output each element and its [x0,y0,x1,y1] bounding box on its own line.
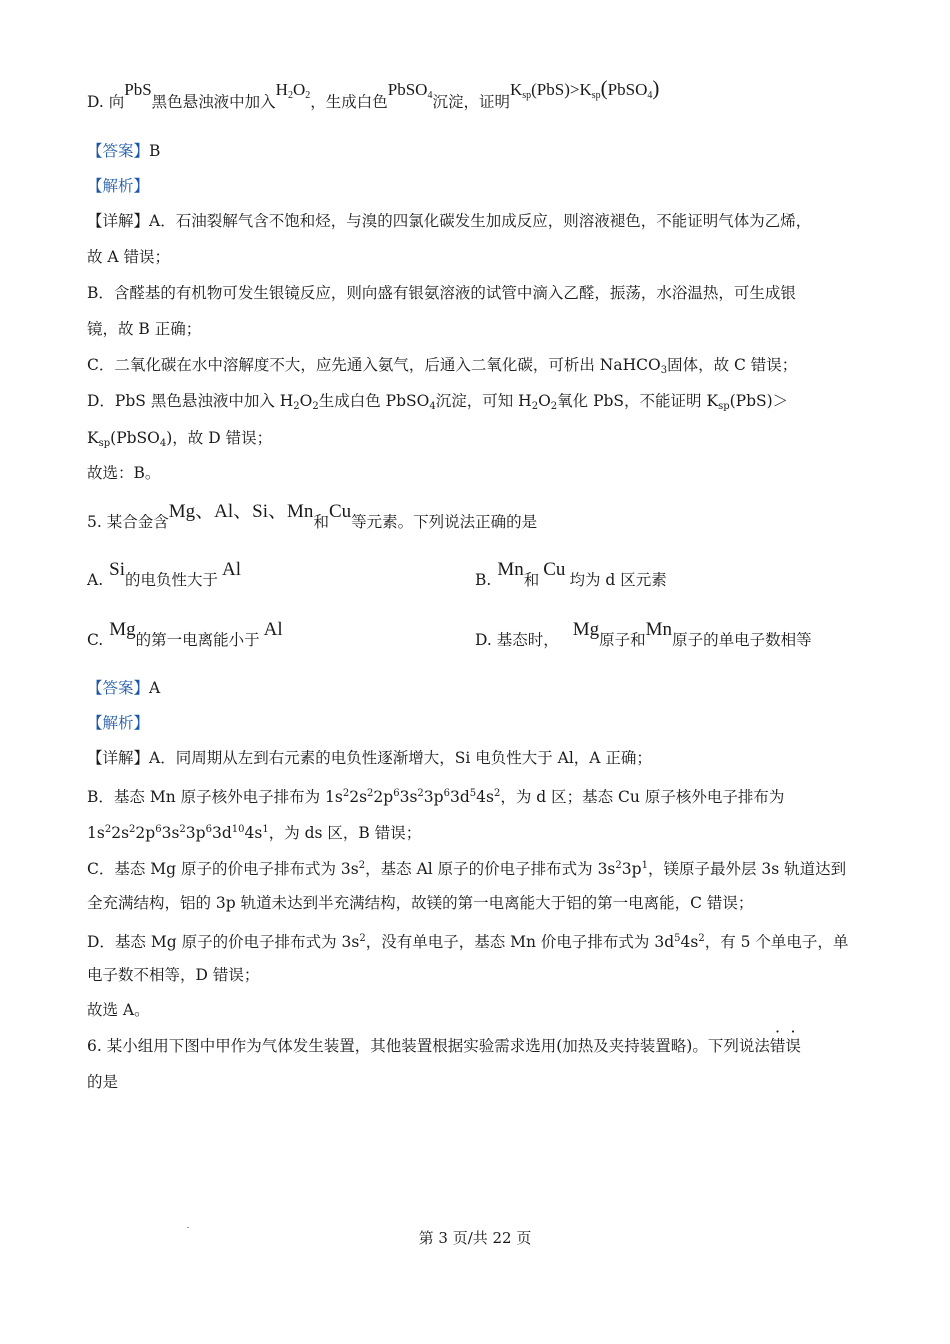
explanation-line: 故选：B。 [87,464,161,482]
option-d-line [87,76,660,118]
question-5-option-d: D. 基态时， Mg原子和Mn原子的单电子数相等 [475,619,812,649]
explanation-line: 电子数不相等，D 错误； [87,966,260,984]
answer-value: B [149,142,161,160]
question-5-option-c: C. Mg的第一电离能小于 Al [87,619,283,649]
question-5-stem: 5. 某合金含Mg、Al、Si、Mn和Cu等元素。下列说法正确的是 [87,500,538,531]
answer-1 [87,141,160,161]
answer-tag: 【答案】 [87,679,150,697]
formula-ksp: $K_{sp}(PbS)>K_{sp}(PbSO_4)$ [509,76,660,101]
formula: PbS [124,80,152,99]
explanation-line: C．基态 Mg 原子的价电子排布式为 $3s^2$，基态 Al 原子的价电子排布式为 $3s^23p^1$，镁原子最外层 3s 轨道达到 [87,860,847,878]
explanation-line: 全充满结构，铝的 3p 轨道未达到半充满结构，故镁的第一电离能大于铝的第一电离能，C 错误； [87,894,754,912]
explanation-line: D．PbS 黑色悬浊液中加入 $H_2O_2$生成白色 PbSO$_4$沉淀，可知 $H_2O_2$氧化 PbS，不能证明 $K_{sp}(PbS)>$ [87,392,789,412]
analysis-tag-2: 【解析】 [87,714,150,732]
question-5-option-b: B. Mn和 Cu 均为 d 区元素 [475,559,667,589]
explanation-line: 【详解】A．同周期从左到右元素的电负性逐渐增大，Si 电负性大于 Al，A 正确； [87,749,652,767]
analysis-tag-1: 【解析】 [87,177,150,195]
answer-2 [87,678,160,698]
option-text: ，生成白色 [310,93,388,111]
question-5-option-a: A. Si的电负性大于 Al [87,559,241,589]
explanation-line: 故 A 错误； [87,248,171,266]
explanation-line: 【详解】A．石油裂解气含不饱和烃，与溴的四氯化碳发生加成反应，则溶液褪色，不能证明气体为乙烯， [87,212,812,230]
question-6-stem-cont: 的是 [87,1073,119,1091]
question-6-stem: 6. 某小组用下图中甲作为气体发生装置，其他装置根据实验需求选用(加热及夹持装置略)。下列说法错误 [87,1037,801,1055]
emphasis-char: 误 [785,1037,801,1055]
emphasis-char: 错 [769,1037,786,1055]
explanation-line: 镜，故 B 正确； [87,320,202,338]
option-text: D. 向 [87,93,125,111]
explanation-line: B．含醛基的有机物可发生银镜反应，则向盛有银氨溶液的试管中滴入乙醛，振荡，水浴温热，可生成银 [87,284,796,302]
explanation-line: C．二氧化碳在水中溶解度不大，应先通入氨气，后通入二氧化碳，可析出 NaHCO$_3$固体，故 C 错误； [87,356,798,376]
answer-value: A [149,679,161,697]
explanation-line: 故选 A。 [87,1001,150,1019]
page-footer: 第 3 页/共 22 页 [418,1229,532,1247]
formula-pbso4: PbSO$_4$ [387,80,433,101]
formula-h2o2: $H_2O_2$ [275,80,311,101]
explanation-line: $1s^22s^22p^63s^23p^63d^{10}4s^1$，为 ds 区，B 错误； [87,824,422,842]
answer-tag: 【答案】 [87,142,150,160]
option-text: 黑色悬浊液中加入 [151,93,276,111]
explanation-line: D．基态 Mg 原子的价电子排布式为 $3s^2$，没有单电子，基态 Mn 价电子排布式为 $3d^54s^2$，有 5 个单电子，单 [87,933,849,951]
explanation-line: $K_{sp}(PbSO_4)$，故 D 错误； [87,429,273,449]
explanation-line: B．基态 Mn 原子核外电子排布为 $1s^22s^22p^63s^23p^63d^54s^2$，为 d 区；基态 Cu 原子核外电子排布为 [87,788,785,806]
option-text: 沉淀，证明 [432,93,510,111]
